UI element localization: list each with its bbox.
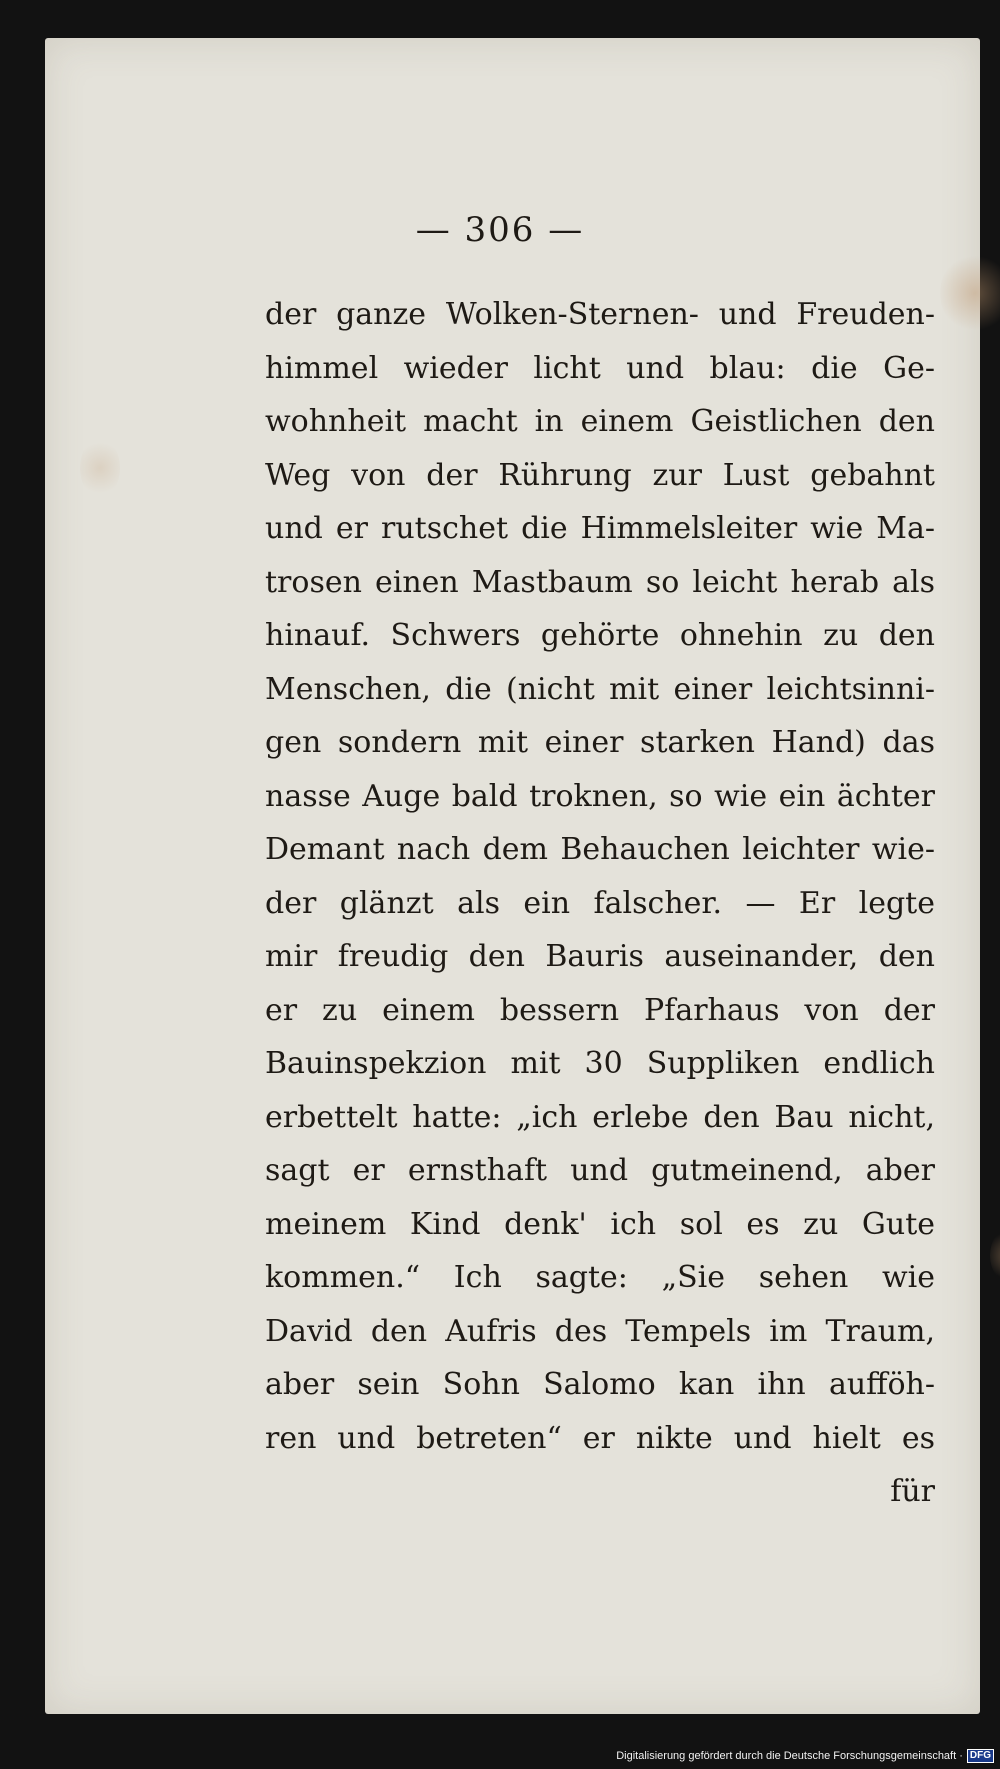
text-line: erbettelt hatte: „ich erlebe den Bau nicht, [265,1099,935,1135]
funding-credit-text: Digitalisierung gefördert durch die Deutsche Forschungsgemeinschaft · [616,1750,963,1762]
text-line: Demant nach dem Behauchen leichter wie- [265,832,935,867]
text-line: himmel wieder licht und blau: die Ge- [265,350,935,386]
footer-credit [616,1747,994,1765]
text-line: David den Aufris des Tempels im Traum, [265,1313,935,1349]
text-line: sagt er ernsthaft und gutmeinend, aber [265,1153,935,1188]
paper-stain [940,253,1000,333]
paper-stain [80,438,120,498]
text-line: mir freudig den Bauris auseinander, den [265,939,935,974]
page-number: — 306 — [415,210,585,250]
text-line: der ganze Wolken-Sternen- und Freuden- [265,297,935,332]
text-line: gen sondern mit einer starken Hand) das [265,725,935,760]
dfg-logo: DFG [967,1749,994,1763]
catchword: für [890,1474,935,1509]
body-text [265,288,935,1519]
text-line: Bauinspekzion mit 30 Suppliken endlich [265,1046,935,1081]
text-line: aber sein Sohn Salomo kan ihn aufföh- [265,1367,935,1402]
text-line: der glänzt als ein falscher. — Er legte [265,885,935,921]
text-line: wohnheit macht in einem Geistlichen den [265,404,935,439]
text-line: kommen.“ Ich sagte: „Sie sehen wie [265,1260,935,1295]
text-line: Menschen, die (nicht mit einer leichtsinni- [265,671,935,707]
text-line: nasse Auge bald troknen, so wie ein ächter [265,778,935,814]
paper-stain [990,1228,1000,1283]
text-line: und er rutschet die Himmelsleiter wie Ma- [265,511,935,546]
text-line: meinem Kind denk' ich sol es zu Gute [265,1206,935,1242]
text-line: er zu einem bessern Pfarhaus von der [265,992,935,1028]
text-line: hinauf. Schwers gehörte ohnehin zu den [265,618,935,653]
text-line: ren und betreten“ er nikte und hielt es [265,1420,935,1456]
text-line: Weg von der Rührung zur Lust gebahnt [265,457,935,493]
text-line: trosen einen Mastbaum so leicht herab als [265,564,935,600]
